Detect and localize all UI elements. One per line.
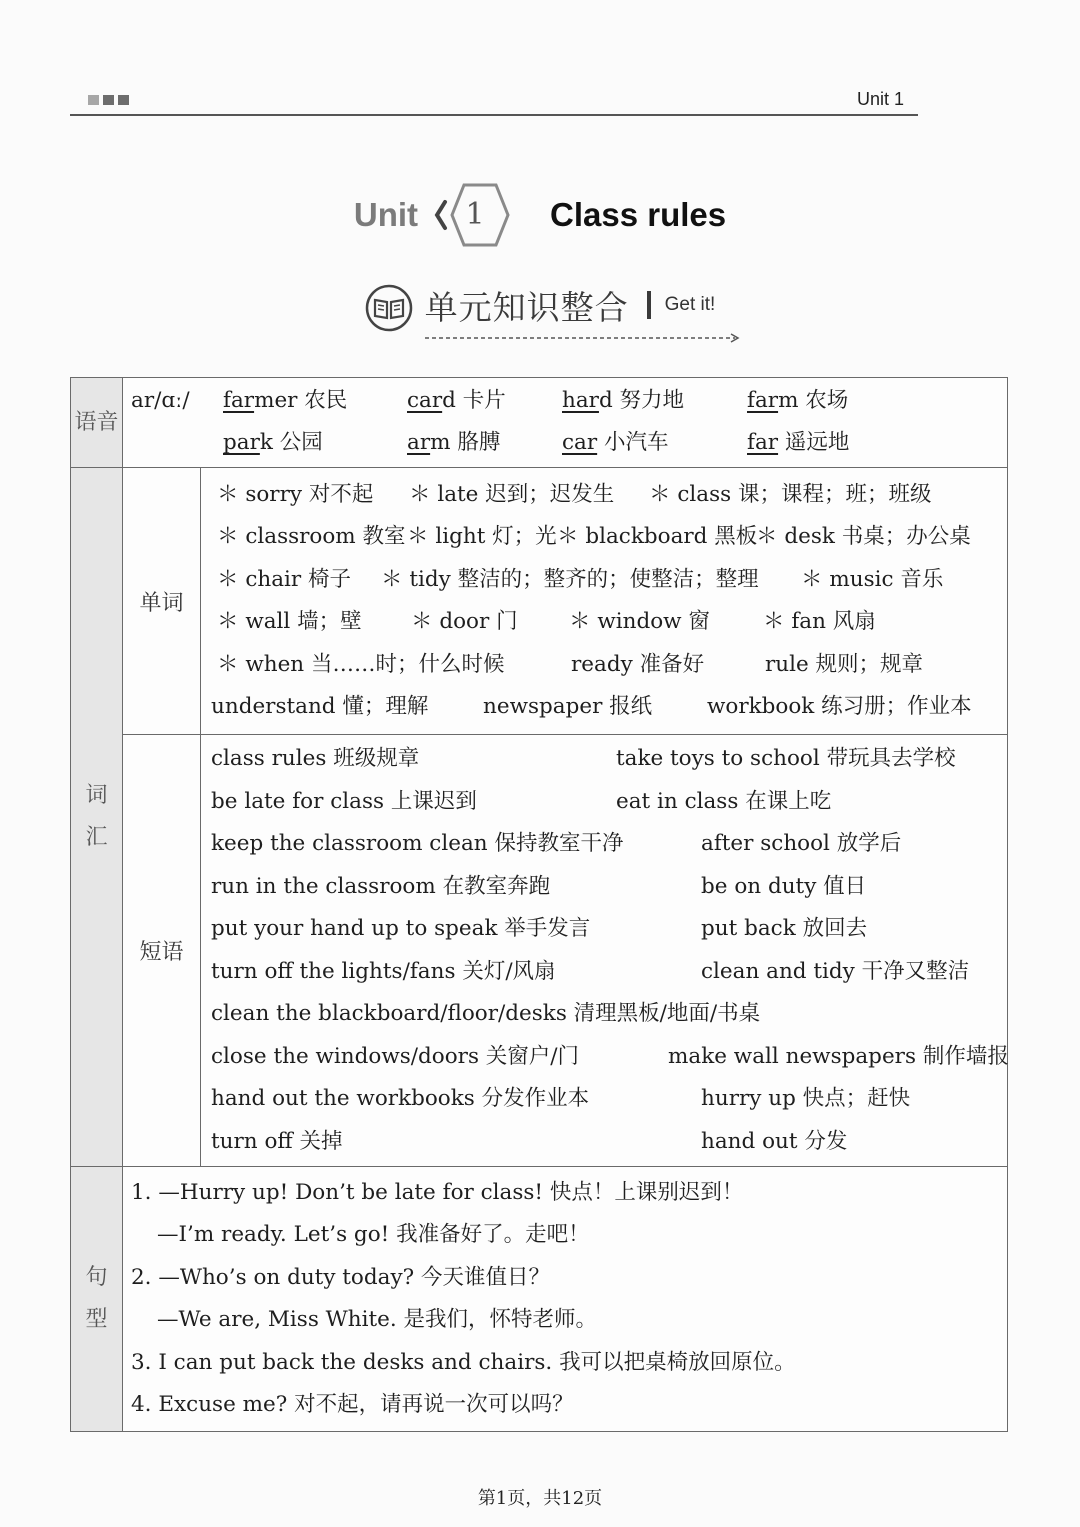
- words-cell: [201, 468, 1008, 735]
- phrase-item: clean the blackboard/floor/desks 清理黑板/地面/书桌: [211, 1001, 761, 1026]
- sentence-line: [123, 1342, 1007, 1385]
- vocabulary-label: 词汇: [71, 468, 123, 1167]
- title-text: Class rules: [550, 196, 727, 233]
- phrases-cell: [201, 735, 1008, 1167]
- sentence-text: —We are, Miss White. 是我们，怀特老师。: [157, 1307, 598, 1332]
- vocab-item: ＊ when 当……时；什么时候: [217, 651, 505, 677]
- vocab-item: ＊ blackboard 黑板: [557, 524, 758, 549]
- phonics-line-2: [123, 422, 1007, 464]
- words-line: [201, 516, 1007, 559]
- sentence-line: [123, 1257, 1007, 1300]
- dashed-arrow: [425, 333, 741, 343]
- vocabulary-words-row: [71, 468, 1008, 735]
- phrase-item: turn off the lights/fans 关灯/风扇: [211, 958, 556, 984]
- phonics-word: car 小汽车: [562, 430, 669, 455]
- vocab-item: ＊ class 课；课程；班；班级: [649, 481, 932, 507]
- phrase-line: [201, 908, 1007, 951]
- words-label: 单词: [123, 468, 201, 735]
- phonics-word: farmer 农民: [223, 388, 348, 413]
- phrase-item: keep the classroom clean 保持教室干净: [211, 831, 624, 856]
- page-footer: 第1页，共12页: [477, 1488, 603, 1509]
- sentence-line: [123, 1384, 1007, 1427]
- phrase-item: after school 放学后: [701, 831, 902, 856]
- vocab-item: workbook 练习册；作业本: [707, 694, 972, 719]
- phrase-line: [201, 823, 1007, 866]
- sentence-text: 4. Excuse me? 对不起，请再说一次可以吗？: [131, 1392, 574, 1417]
- phoneme: ar/ɑː/: [131, 388, 190, 413]
- phrase-item: hand out 分发: [701, 1128, 848, 1154]
- running-header-unit: Unit 1: [856, 89, 904, 109]
- unit-number: 1: [465, 197, 485, 232]
- phrase-item: hand out the workbooks 分发作业本: [211, 1086, 590, 1111]
- phrase-line: [201, 993, 1007, 1036]
- phrase-line: [201, 1036, 1007, 1079]
- phonics-word: far 遥远地: [747, 430, 850, 455]
- knowledge-table: [70, 377, 1008, 1432]
- book-icon: [365, 284, 413, 332]
- phrases-label: 短语: [123, 735, 201, 1167]
- pronunciation-label: 语音: [71, 378, 123, 468]
- phrase-line: [201, 951, 1007, 994]
- phrase-item: hurry up 快点；赶快: [701, 1086, 911, 1111]
- page-title: [0, 182, 1080, 248]
- vocab-item: rule 规则；规章: [765, 651, 924, 677]
- phrase-line: [201, 781, 1007, 824]
- phrase-item: close the windows/doors 关窗户/门: [211, 1043, 580, 1069]
- vocab-item: ＊ light 灯；光: [407, 524, 557, 549]
- vocab-item: understand 懂；理解: [211, 694, 429, 719]
- words-line: [201, 601, 1007, 644]
- sentence-text: —I’m ready. Let’s go! 我准备好了。走吧！: [157, 1222, 590, 1247]
- phrase-line: [201, 1121, 1007, 1164]
- phonics-word: hard 努力地: [562, 388, 685, 413]
- phonics-word: farm 农场: [747, 388, 849, 413]
- phrase-item: eat in class 在课上吃: [616, 788, 832, 814]
- sentence-line: [123, 1172, 1007, 1215]
- vocab-item: ＊ wall 墙；壁: [217, 609, 362, 634]
- vocab-item: ＊ late 迟到；迟发生: [409, 481, 615, 507]
- vocab-item: ＊ desk 书桌；办公桌: [756, 524, 971, 549]
- phonics-line-1: [123, 380, 1007, 422]
- vocab-item: ＊ sorry 对不起: [217, 481, 374, 507]
- unit-number-badge: [434, 182, 516, 248]
- phrase-item: take toys to school 带玩具去学校: [616, 746, 956, 771]
- sentence-line: [123, 1214, 1007, 1257]
- phrase-item: put back 放回去: [701, 916, 868, 941]
- vocab-item: ready 准备好: [571, 651, 705, 677]
- phonics-word: card 卡片: [407, 388, 506, 413]
- phrase-item: be late for class 上课迟到: [211, 788, 477, 814]
- vocab-item: newspaper 报纸: [483, 694, 653, 719]
- vocab-item: ＊ tidy 整洁的；整齐的；使整洁；整理: [381, 566, 759, 592]
- pronunciation-row: [71, 378, 1008, 468]
- sentence-text: 3. I can put back the desks and chairs. 我可以把桌椅放回原位。: [131, 1349, 796, 1375]
- section-heading-divider: [647, 291, 651, 319]
- phrase-item: be on duty 值日: [701, 873, 867, 899]
- header-rule: [70, 114, 918, 116]
- vocab-item: ＊ music 音乐: [801, 566, 944, 592]
- sentence-text: 1. —Hurry up! Don’t be late for class! 快点！上课别迟到！: [131, 1179, 744, 1205]
- phonics-word: arm 胳膊: [407, 430, 501, 455]
- phrase-line: [201, 738, 1007, 781]
- header-decoration: [88, 95, 129, 105]
- vocab-item: ＊ door 门: [411, 609, 518, 634]
- phrase-item: make wall newspapers 制作墙报: [668, 1043, 1009, 1069]
- sentences-cell: [123, 1167, 1008, 1432]
- vocabulary-phrases-row: [71, 735, 1008, 1167]
- section-heading: [0, 283, 1080, 333]
- sentence-text: 2. —Who’s on duty today? 今天谁值日？: [131, 1264, 550, 1290]
- sentences-row: [71, 1167, 1008, 1432]
- pronunciation-cell: [123, 378, 1008, 468]
- phrase-item: turn off 关掉: [211, 1128, 343, 1154]
- phrase-item: class rules 班级规章: [211, 746, 420, 771]
- words-line: [201, 686, 1007, 729]
- sentences-label: 句型: [71, 1167, 123, 1432]
- phrase-item: clean and tidy 干净又整洁: [701, 958, 970, 984]
- section-heading-cn: 单元知识整合: [424, 287, 629, 327]
- sentence-line: [123, 1299, 1007, 1342]
- words-line: [201, 644, 1007, 687]
- phrase-item: run in the classroom 在教室奔跑: [211, 873, 551, 899]
- phrase-line: [201, 866, 1007, 909]
- words-line: [201, 559, 1007, 602]
- phrase-line: [201, 1078, 1007, 1121]
- vocab-item: ＊ window 窗: [569, 609, 710, 634]
- title-unit-word: Unit: [353, 196, 419, 233]
- vocab-item: ＊ classroom 教室: [217, 524, 406, 549]
- words-line: [201, 474, 1007, 517]
- vocab-item: ＊ chair 椅子: [217, 566, 352, 592]
- phrase-item: put your hand up to speak 举手发言: [211, 916, 591, 941]
- section-heading-en: Get it!: [664, 294, 716, 315]
- phonics-word: park 公园: [223, 430, 323, 455]
- vocab-item: ＊ fan 风扇: [763, 609, 876, 634]
